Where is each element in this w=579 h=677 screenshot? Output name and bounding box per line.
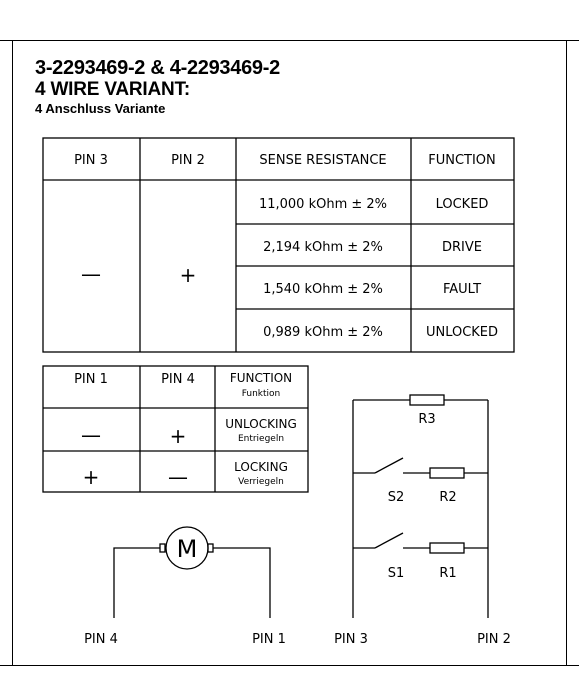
motor-schematic	[84, 527, 286, 647]
resistance-row-unlocked: 0,989 kOhm ± 2%	[263, 325, 383, 340]
unlocking-label-de: Entriegeln	[237, 434, 285, 444]
variant-subtitle: 4 Anschluss Variante	[35, 101, 166, 116]
circuit-pin3-label: PIN 3	[334, 632, 368, 647]
motor-pin4-label: PIN 4	[84, 632, 118, 647]
sense-col-pin3: PIN 3	[74, 153, 108, 168]
switch-s1	[375, 533, 403, 548]
s1-label: S1	[387, 566, 405, 581]
resistance-row-locked: 11,000 kOhm ± 2%	[258, 197, 388, 212]
sense-pin3-minus: —	[81, 262, 101, 286]
resistance-row-fault: 1,540 kOhm ± 2%	[263, 282, 383, 297]
r3-label: R3	[418, 412, 436, 427]
r2-label: R2	[439, 490, 457, 505]
sense-col-function: FUNCTION	[428, 153, 496, 168]
resistor-r2	[430, 468, 464, 478]
resistor-r1	[430, 543, 464, 553]
function-row-unlocked: UNLOCKED	[425, 325, 499, 340]
locking-pin4-minus: —	[168, 465, 188, 489]
resistance-row-drive: 2,194 kOhm ± 2%	[263, 240, 383, 255]
motor-pin1-label: PIN 1	[252, 632, 286, 647]
motor-label: M	[176, 535, 198, 563]
r1-label: R1	[439, 566, 457, 581]
resistor-r3	[410, 395, 444, 405]
unlocking-label: UNLOCKING	[225, 417, 297, 431]
sense-resistance-table	[43, 138, 514, 352]
locking-label: LOCKING	[234, 460, 288, 474]
motor-col-pin1: PIN 1	[74, 372, 108, 387]
sense-col-resistance: SENSE RESISTANCE	[259, 153, 387, 168]
function-row-drive: DRIVE	[442, 240, 482, 255]
unlocking-pin1-minus: —	[81, 423, 101, 447]
sense-col-pin2: PIN 2	[171, 153, 205, 168]
sense-pin2-plus: +	[179, 263, 197, 287]
part-number-title: 3-2293469-2 & 4-2293469-2	[35, 57, 280, 79]
sheet-frame	[0, 40, 579, 666]
motor-col-pin4: PIN 4	[161, 372, 195, 387]
unlocking-pin4-plus: +	[169, 424, 187, 448]
motor-col-function: FUNCTION	[229, 371, 293, 385]
motor-function-table	[43, 366, 308, 492]
locking-label-de: Verriegeln	[238, 477, 284, 487]
sensor-circuit	[334, 395, 511, 647]
variant-title: 4 WIRE VARIANT:	[35, 79, 190, 100]
switch-s2	[375, 458, 403, 473]
function-row-locked: LOCKED	[435, 197, 489, 212]
motor-col-function-de: Funktion	[241, 389, 281, 399]
locking-pin1-plus: +	[82, 465, 100, 489]
function-row-fault: FAULT	[442, 282, 482, 297]
motor-terminal-right	[208, 544, 213, 552]
circuit-pin2-label: PIN 2	[477, 632, 511, 647]
motor-terminal-left	[160, 544, 165, 552]
s2-label: S2	[387, 490, 405, 505]
